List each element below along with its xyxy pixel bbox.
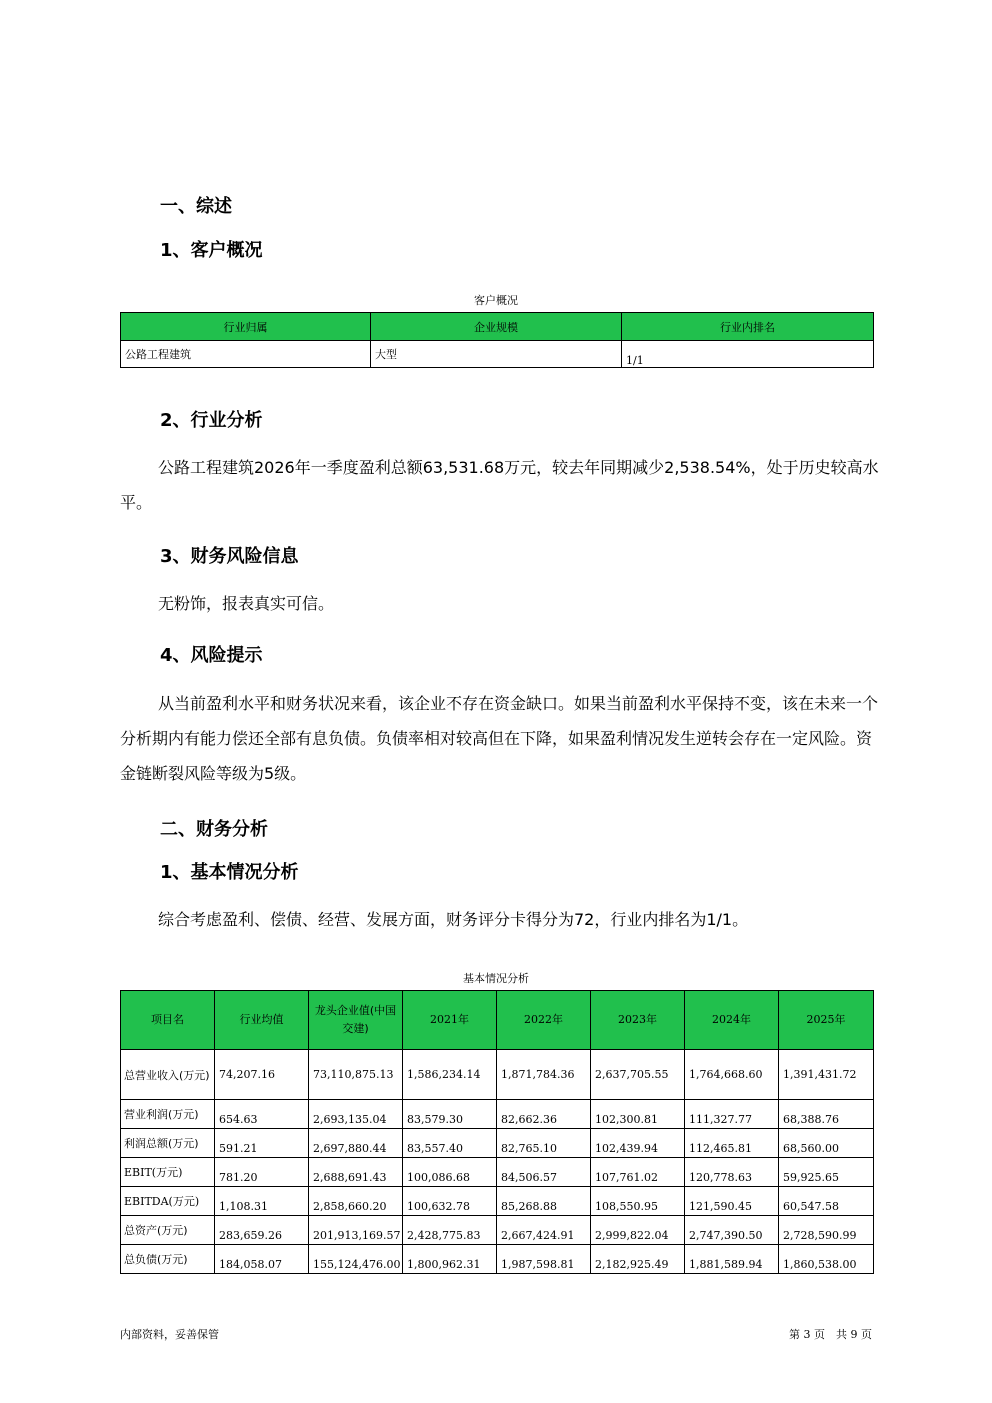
- data-cell: 1,108.31: [215, 1187, 309, 1216]
- data-cell: 2,697,880.44: [309, 1129, 403, 1158]
- column-header: 企业规模: [371, 313, 622, 341]
- basic-analysis-table: [120, 990, 874, 1274]
- data-cell: 59,925.65: [779, 1158, 874, 1187]
- data-cell: 1,881,589.94: [685, 1245, 779, 1274]
- current-page: 3: [803, 1328, 811, 1341]
- data-cell: 184,058.07: [215, 1245, 309, 1274]
- data-cell: 2,667,424.91: [497, 1216, 591, 1245]
- scale-cell: 大型: [371, 341, 622, 368]
- data-cell: 84,506.57: [497, 1158, 591, 1187]
- data-cell: 68,560.00: [779, 1129, 874, 1158]
- industry-analysis-text: 公路工程建筑2026年一季度盈利总额63,531.68万元，较去年同期减少2,538.54%，处于历史较高水平。: [120, 458, 879, 512]
- data-cell: 102,439.94: [591, 1129, 685, 1158]
- table-row: [121, 1129, 874, 1158]
- data-cell: 85,268.88: [497, 1187, 591, 1216]
- column-header: 行业归属: [121, 313, 371, 341]
- column-header: 2025年: [779, 991, 874, 1050]
- data-cell: 1,871,784.36: [497, 1050, 591, 1100]
- data-cell: 2,728,590.99: [779, 1216, 874, 1245]
- data-cell: 82,765.10: [497, 1129, 591, 1158]
- data-cell: 83,557.40: [403, 1129, 497, 1158]
- total-pages: 9: [850, 1328, 858, 1341]
- data-cell: 83,579.30: [403, 1100, 497, 1129]
- table-row: [121, 341, 874, 368]
- row-label: EBITDA(万元): [121, 1187, 215, 1216]
- data-cell: 1,764,668.60: [685, 1050, 779, 1100]
- financial-risk-text: 无粉饰，报表真实可信。: [158, 594, 335, 613]
- data-cell: 102,300.81: [591, 1100, 685, 1129]
- column-header: 2024年: [685, 991, 779, 1050]
- page-label-post: 页: [861, 1328, 872, 1341]
- data-cell: 2,858,660.20: [309, 1187, 403, 1216]
- table-row: [121, 1158, 874, 1187]
- data-cell: 1,800,962.31: [403, 1245, 497, 1274]
- data-cell: 68,388.76: [779, 1100, 874, 1129]
- data-cell: 100,632.78: [403, 1187, 497, 1216]
- row-label: 营业利润(万元): [121, 1100, 215, 1129]
- subheading-basic-analysis: 1、基本情况分析: [160, 862, 299, 883]
- data-cell: 201,913,169.57: [309, 1216, 403, 1245]
- data-cell: 120,778.63: [685, 1158, 779, 1187]
- table-header-row: [121, 991, 874, 1050]
- data-cell: 121,590.45: [685, 1187, 779, 1216]
- row-label: 总资产(万元): [121, 1216, 215, 1245]
- data-cell: 155,124,476.00: [309, 1245, 403, 1274]
- column-header: 2021年: [403, 991, 497, 1050]
- data-cell: 100,086.68: [403, 1158, 497, 1187]
- table-caption-basic: 基本情况分析: [463, 972, 529, 985]
- data-cell: 1,391,431.72: [779, 1050, 874, 1100]
- data-cell: 654.63: [215, 1100, 309, 1129]
- subheading-risk-warning: 4、风险提示: [160, 645, 263, 666]
- page-label-pre: 第: [789, 1328, 800, 1341]
- data-cell: 82,662.36: [497, 1100, 591, 1129]
- page-label-mid: 页 共: [814, 1328, 847, 1341]
- column-header: 2022年: [497, 991, 591, 1050]
- footer-confidential-note: 内部资料，妥善保管: [120, 1328, 219, 1341]
- data-cell: 283,659.26: [215, 1216, 309, 1245]
- data-cell: 591.21: [215, 1129, 309, 1158]
- table-row: [121, 1187, 874, 1216]
- data-cell: 73,110,875.13: [309, 1050, 403, 1100]
- row-label: EBIT(万元): [121, 1158, 215, 1187]
- data-cell: 107,761.02: [591, 1158, 685, 1187]
- data-cell: 60,547.58: [779, 1187, 874, 1216]
- row-label: 总营业收入(万元): [121, 1050, 215, 1100]
- table-header-row: [121, 313, 874, 341]
- data-cell: 2,182,925.49: [591, 1245, 685, 1274]
- table-row: [121, 1100, 874, 1129]
- data-cell: 1,860,538.00: [779, 1245, 874, 1274]
- data-cell: 2,747,390.50: [685, 1216, 779, 1245]
- data-cell: 108,550.95: [591, 1187, 685, 1216]
- column-header: 行业内排名: [622, 313, 874, 341]
- row-label: 利润总额(万元): [121, 1129, 215, 1158]
- table-caption-customer: 客户概况: [474, 294, 518, 307]
- data-cell: 2,428,775.83: [403, 1216, 497, 1245]
- basic-analysis-text: 综合考虑盈利、偿债、经营、发展方面，财务评分卡得分为72，行业内排名为1/1。: [158, 910, 749, 929]
- data-cell: 2,688,691.43: [309, 1158, 403, 1187]
- table-row: [121, 1245, 874, 1274]
- subheading-industry-analysis: 2、行业分析: [160, 410, 263, 431]
- rank-cell: 1/1: [622, 341, 874, 368]
- data-cell: 2,693,135.04: [309, 1100, 403, 1129]
- subheading-customer-overview: 1、客户概况: [160, 240, 263, 261]
- data-cell: 74,207.16: [215, 1050, 309, 1100]
- row-label: 总负债(万元): [121, 1245, 215, 1274]
- data-cell: 2,999,822.04: [591, 1216, 685, 1245]
- section-heading-financial-analysis: 二、财务分析: [160, 819, 268, 840]
- section-heading-overview: 一、综述: [160, 196, 232, 217]
- subheading-financial-risk: 3、财务风险信息: [160, 546, 299, 567]
- data-cell: 1,586,234.14: [403, 1050, 497, 1100]
- data-cell: 1,987,598.81: [497, 1245, 591, 1274]
- data-cell: 781.20: [215, 1158, 309, 1187]
- column-header: 2023年: [591, 991, 685, 1050]
- risk-warning-text: 从当前盈利水平和财务状况来看，该企业不存在资金缺口。如果当前盈利水平保持不变，该在未来一个分析期内有能力偿还全部有息负债。负债率相对较高但在下降，如果盈利情况发生逆转会存在一定风险。资金链断裂风险等级为5级。: [120, 694, 879, 783]
- footer-page-number: [789, 1326, 872, 1342]
- table-row: [121, 1216, 874, 1245]
- column-header: 龙头企业值(中国交建): [309, 991, 403, 1050]
- data-cell: 112,465.81: [685, 1129, 779, 1158]
- industry-cell: 公路工程建筑: [121, 341, 371, 368]
- data-cell: 2,637,705.55: [591, 1050, 685, 1100]
- column-header: 项目名: [121, 991, 215, 1050]
- column-header: 行业均值: [215, 991, 309, 1050]
- customer-overview-table: [120, 312, 874, 368]
- data-cell: 111,327.77: [685, 1100, 779, 1129]
- table-row: [121, 1050, 874, 1100]
